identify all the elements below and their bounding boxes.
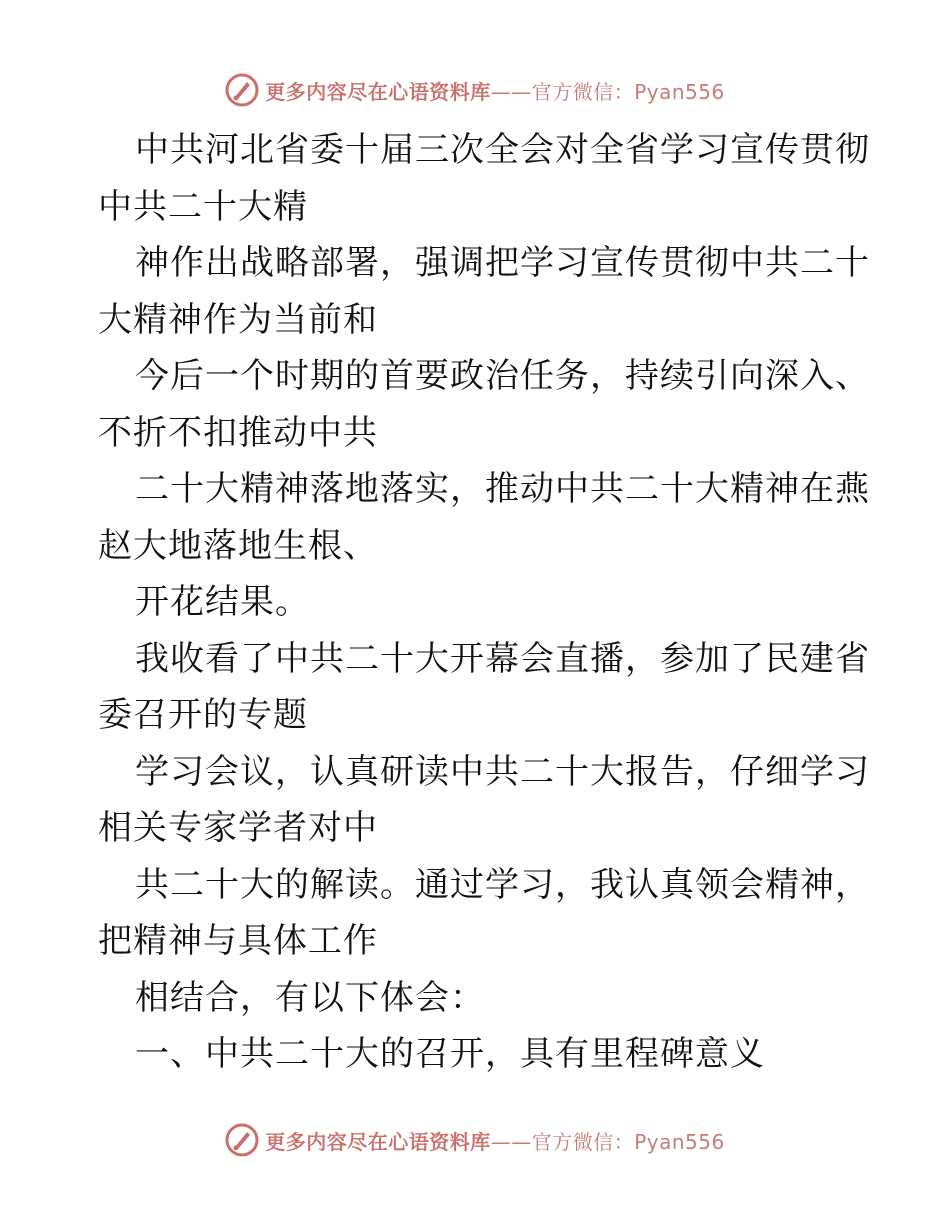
- text-line: 中共二十大精: [98, 186, 308, 227]
- text-line: 神作出战略部署，强调把学习宣传贯彻中共二十: [135, 243, 870, 283]
- watermark-right-text: ——官方微信：Pyan556: [490, 1129, 725, 1154]
- text-line: 今后一个时期的首要政治任务，持续引向深入、: [135, 356, 870, 396]
- watermark-left-text: 更多内容尽在心语资料库: [265, 1129, 491, 1154]
- brush-logo-icon: [225, 73, 259, 107]
- text-line: 共二十大的解读。通过学习，我认真领会精神，: [135, 864, 870, 905]
- section-heading: 一、中共二十大的召开，具有里程碑意义: [135, 1034, 765, 1074]
- text-line: 开花结果。: [135, 582, 310, 622]
- text-line: 中共河北省委十届三次全会对全省学习宣传贯彻: [135, 130, 870, 170]
- document-body: [98, 122, 870, 1083]
- text-line: 我收看了中共二十大开幕会直播，参加了民建省: [135, 638, 870, 679]
- text-line: 相关专家学者对中: [98, 808, 378, 848]
- text-line: 相结合，有以下体会：: [135, 977, 485, 1018]
- text-line: 把精神与具体工作: [98, 921, 378, 961]
- text-line: 赵大地落地生根、: [98, 525, 378, 566]
- brush-logo-icon: [225, 1123, 259, 1157]
- text-line: 不折不扣推动中共: [98, 412, 378, 453]
- watermark-right-text: ——官方微信：Pyan556: [490, 79, 725, 104]
- text-line: 二十大精神落地落实，推动中共二十大精神在燕: [135, 469, 870, 509]
- footer-watermark: [0, 1120, 950, 1160]
- header-watermark: [0, 70, 950, 110]
- watermark-left-text: 更多内容尽在心语资料库: [265, 79, 491, 104]
- text-line: 大精神作为当前和: [98, 299, 378, 340]
- text-line: 学习会议，认真研读中共二十大报告，仔细学习: [135, 751, 870, 792]
- text-line: 委召开的专题: [98, 695, 308, 735]
